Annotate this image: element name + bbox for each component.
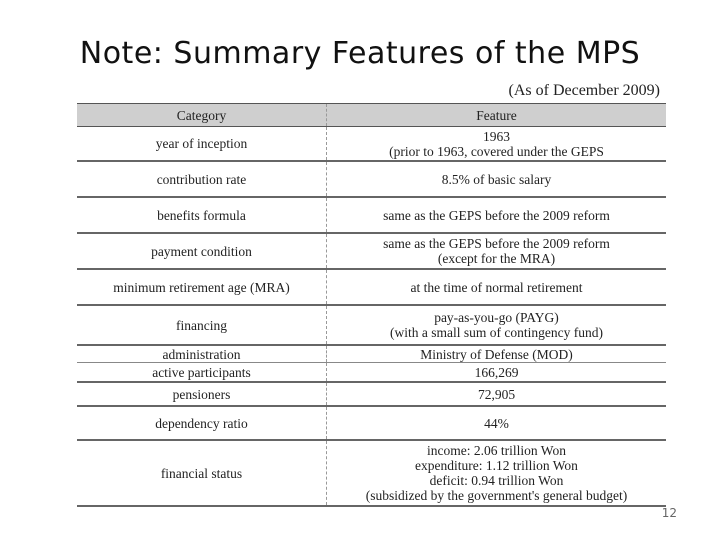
feature-line: Ministry of Defense (MOD) — [420, 346, 573, 362]
category-cell: dependency ratio — [77, 407, 327, 439]
feature-cell — [327, 383, 666, 405]
feature-line: at the time of normal retirement — [410, 279, 583, 295]
table-row — [77, 441, 666, 507]
feature-cell — [327, 407, 666, 439]
category-cell: contribution rate — [77, 162, 327, 196]
feature-line: (prior to 1963, covered under the GEPS — [389, 143, 604, 159]
table-row — [77, 127, 666, 162]
category-cell: benefits formula — [77, 198, 327, 232]
feature-line: (except for the MRA) — [437, 251, 556, 266]
table-row — [77, 383, 666, 407]
feature-cell — [327, 127, 666, 160]
feature-line: 1963 — [483, 128, 510, 144]
page-number: 12 — [661, 506, 677, 520]
feature-cell — [327, 346, 666, 362]
table-row — [77, 363, 666, 383]
category-cell: year of inception — [77, 127, 327, 160]
category-cell: administration — [77, 346, 327, 362]
table-row — [77, 162, 666, 198]
feature-cell — [327, 162, 666, 196]
feature-line: 44% — [484, 415, 509, 431]
feature-line: 8.5% of basic salary — [441, 171, 552, 187]
feature-cell — [327, 441, 666, 505]
feature-line: 166,269 — [474, 364, 519, 380]
feature-line: same as the GEPS before the 2009 reform — [383, 207, 610, 223]
category-cell: minimum retirement age (MRA) — [77, 270, 327, 304]
table-row — [77, 306, 666, 346]
feature-line: deficit: 0.94 trillion Won — [429, 473, 564, 488]
slide-title: Note: Summary Features of the MPS — [79, 36, 641, 71]
feature-line: (with a small sum of contingency fund) — [390, 325, 603, 340]
table-row — [77, 198, 666, 234]
feature-line: (subsidized by the government's general budget) — [365, 488, 628, 503]
feature-line: pay-as-you-go (PAYG) — [434, 310, 559, 325]
table-row — [77, 346, 666, 363]
feature-line: same as the GEPS before the 2009 reform — [383, 236, 610, 251]
feature-cell — [327, 306, 666, 344]
table-row — [77, 270, 666, 306]
feature-line: income: 2.06 trillion Won — [427, 443, 566, 458]
table-row — [77, 407, 666, 441]
as-of-date: (As of December 2009) — [508, 82, 660, 99]
category-cell: financial status — [77, 441, 327, 505]
feature-line: expenditure: 1.12 trillion Won — [415, 458, 578, 473]
category-cell: payment condition — [77, 234, 327, 268]
feature-cell — [327, 270, 666, 304]
feature-cell — [327, 234, 666, 268]
category-cell: pensioners — [77, 383, 327, 405]
feature-cell — [327, 363, 666, 381]
features-table — [77, 103, 666, 507]
category-cell: financing — [77, 306, 327, 344]
table-row — [77, 234, 666, 270]
feature-line: 72,905 — [477, 386, 516, 402]
header-category: Category — [77, 104, 327, 126]
header-feature: Feature — [476, 107, 517, 123]
category-cell: active participants — [77, 363, 327, 381]
table-header-row — [77, 104, 666, 127]
feature-cell — [327, 198, 666, 232]
